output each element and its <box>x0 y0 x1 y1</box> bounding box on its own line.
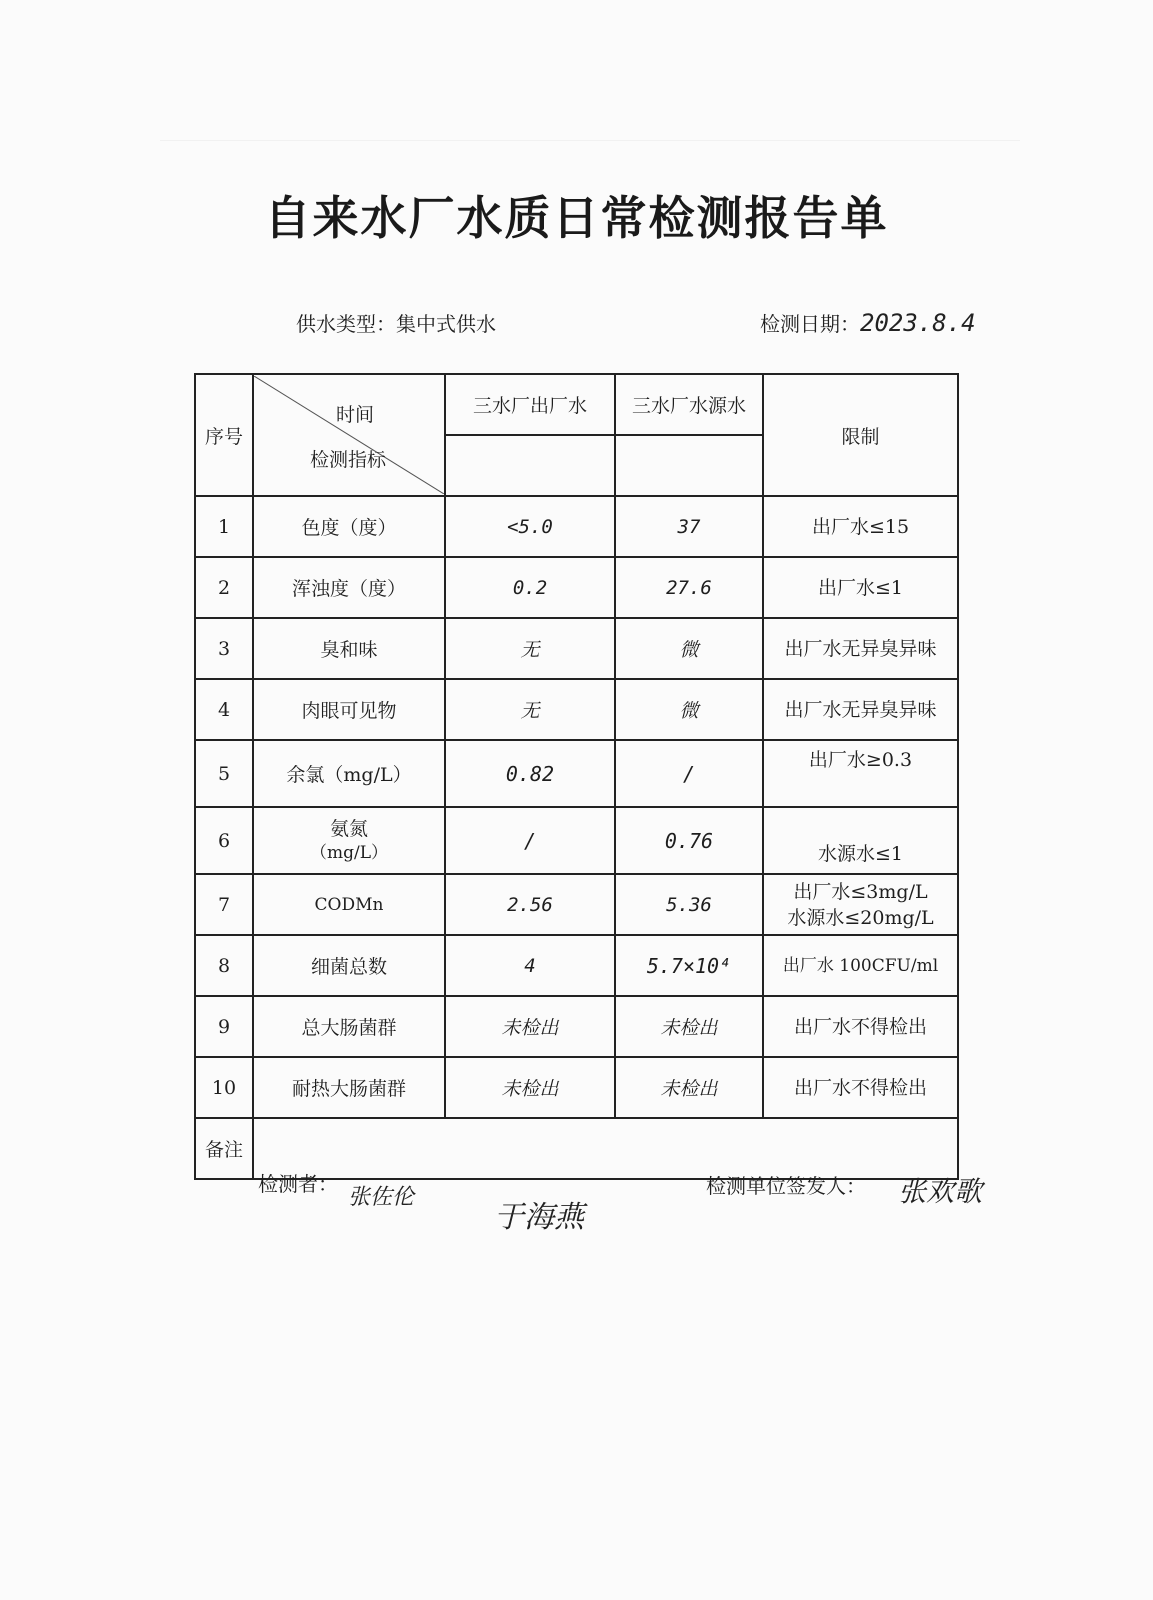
table-row <box>195 996 958 1057</box>
row-limit: 出厂水≤1 <box>763 557 958 618</box>
row-outlet-value: 无 <box>445 618 615 679</box>
tester-signature-1: 张佐伦 <box>348 1185 415 1210</box>
row-indicator: 色度（度） <box>253 496 445 557</box>
table-row <box>195 557 958 618</box>
row-indicator: 臭和味 <box>253 618 445 679</box>
header-source: 三水厂水源水 <box>615 374 763 435</box>
row-indicator: 总大肠菌群 <box>253 996 445 1057</box>
issuer-signature: 张欢歌 <box>898 1175 983 1208</box>
row-limit: 出厂水≤15 <box>763 496 958 557</box>
header-indicator: 检测指标 <box>310 449 387 471</box>
row-limit-line2: 水源水≤20mg/L <box>787 906 934 929</box>
report-title: 自来水厂水质日常检测报告单 <box>264 191 889 245</box>
row-source-value: 5.7×10⁴ <box>615 935 763 996</box>
row-limit-line1: 出厂水≤3mg/L <box>793 880 928 903</box>
header-seq: 序号 <box>195 374 253 496</box>
row-limit: 出厂水无异臭异味 <box>763 679 958 740</box>
table-row <box>195 679 958 740</box>
report-table <box>194 373 959 1180</box>
tester-signature-2: 于海燕 <box>494 1200 584 1235</box>
row-indicator: 浑浊度（度） <box>253 557 445 618</box>
row-outlet-value: 未检出 <box>445 996 615 1057</box>
row-outlet-value: 0.2 <box>445 557 615 618</box>
row-seq: 4 <box>195 679 253 740</box>
row-indicator <box>253 807 445 874</box>
row-source-value: 27.6 <box>615 557 763 618</box>
row-indicator-line2: （mg/L） <box>309 842 389 863</box>
row-source-value: / <box>615 740 763 807</box>
header-outlet: 三水厂出厂水 <box>445 374 615 435</box>
row-indicator: CODMn <box>253 874 445 935</box>
supply-type: 供水类型：集中式供水 <box>296 312 496 336</box>
table-row <box>195 807 958 874</box>
row-indicator: 耐热大肠菌群 <box>253 1057 445 1118</box>
row-seq: 2 <box>195 557 253 618</box>
row-outlet-value: 0.82 <box>445 740 615 807</box>
row-seq: 9 <box>195 996 253 1057</box>
row-outlet-value: / <box>445 807 615 874</box>
test-date-value: 2023.8.4 <box>860 309 976 337</box>
row-indicator: 余氯（mg/L） <box>253 740 445 807</box>
row-source-value: 37 <box>615 496 763 557</box>
table-row <box>195 874 958 935</box>
row-limit: 出厂水无异臭异味 <box>763 618 958 679</box>
header-row-1 <box>195 374 958 435</box>
row-outlet-value: 未检出 <box>445 1057 615 1118</box>
row-seq: 3 <box>195 618 253 679</box>
row-seq: 1 <box>195 496 253 557</box>
row-limit <box>763 874 958 935</box>
header-time: 时间 <box>335 404 374 426</box>
test-date <box>760 308 976 337</box>
table-row <box>195 740 958 807</box>
header-limit: 限制 <box>763 374 958 496</box>
table-row <box>195 1057 958 1118</box>
row-source-value: 微 <box>615 618 763 679</box>
row-outlet-value: <5.0 <box>445 496 615 557</box>
row-source-value: 微 <box>615 679 763 740</box>
row-seq: 8 <box>195 935 253 996</box>
row-limit: 出厂水 100CFU/ml <box>763 935 958 996</box>
table-row <box>195 618 958 679</box>
row-source-value: 0.76 <box>615 807 763 874</box>
table-row <box>195 935 958 996</box>
row-outlet-value: 无 <box>445 679 615 740</box>
row-seq: 5 <box>195 740 253 807</box>
test-date-label: 检测日期： <box>760 312 860 336</box>
row-source-value: 未检出 <box>615 1057 763 1118</box>
header-source-blank <box>615 435 763 496</box>
issuer-label: 检测单位签发人： <box>706 1174 866 1198</box>
row-limit: 出厂水不得检出 <box>763 996 958 1057</box>
row-indicator-line1: 氨氮 <box>329 817 368 840</box>
row-seq: 7 <box>195 874 253 935</box>
diagonal-line <box>254 376 444 494</box>
row-indicator: 细菌总数 <box>253 935 445 996</box>
row-indicator: 肉眼可见物 <box>253 679 445 740</box>
row-outlet-value: 2.56 <box>445 874 615 935</box>
row-seq: 6 <box>195 807 253 874</box>
table-row <box>195 496 958 557</box>
header-diagonal-cell <box>253 374 445 496</box>
row-limit: 水源水≤1 <box>763 807 958 874</box>
row-limit: 出厂水不得检出 <box>763 1057 958 1118</box>
row-source-value: 5.36 <box>615 874 763 935</box>
remark-label: 备注 <box>195 1118 253 1179</box>
header-outlet-blank <box>445 435 615 496</box>
row-seq: 10 <box>195 1057 253 1118</box>
tester-label: 检测者： <box>258 1172 338 1196</box>
row-source-value: 未检出 <box>615 996 763 1057</box>
row-outlet-value: 4 <box>445 935 615 996</box>
row-limit: 出厂水≥0.3 <box>763 740 958 807</box>
